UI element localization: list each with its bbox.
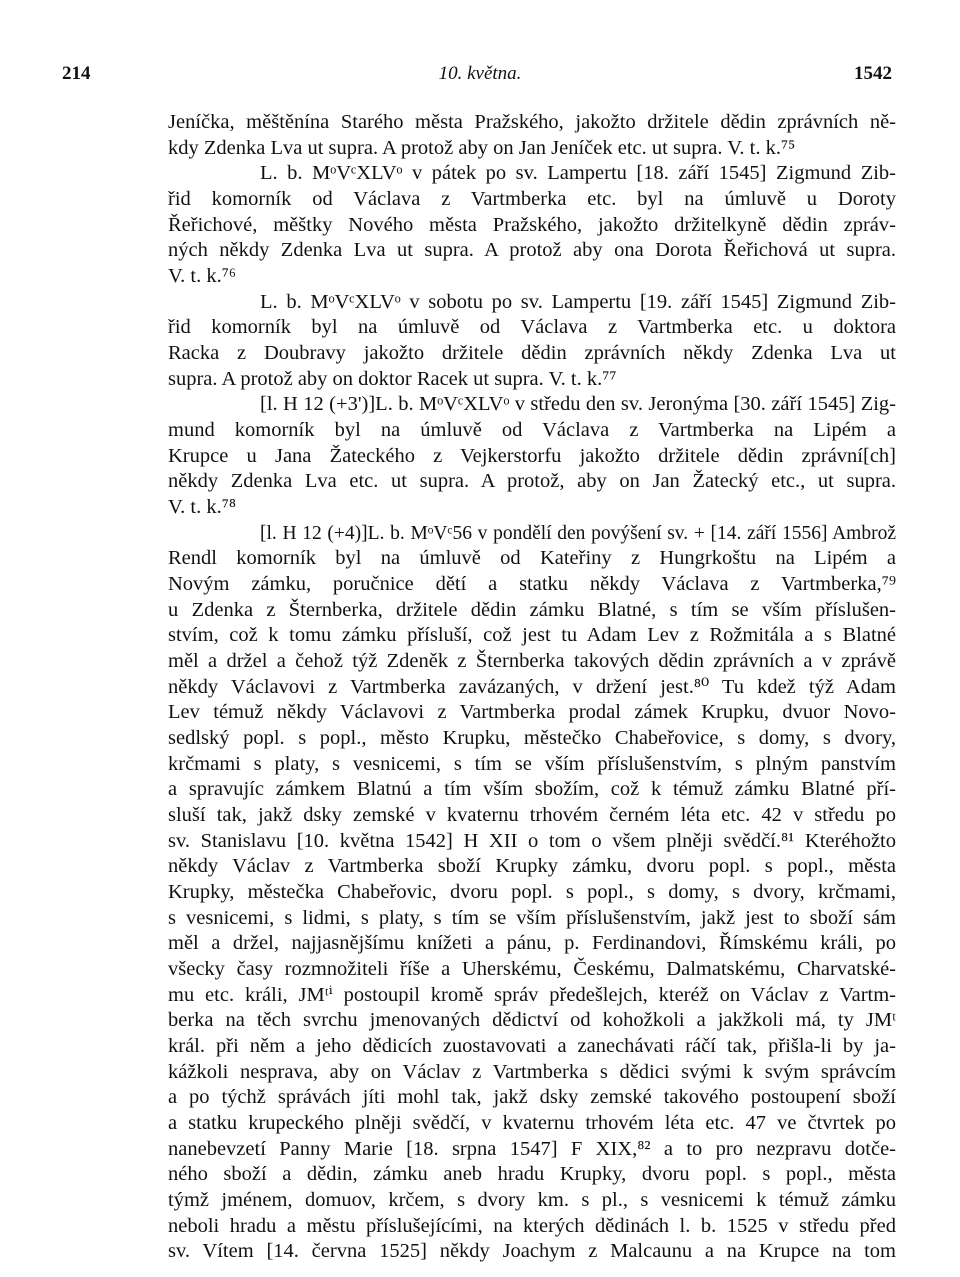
text-line: Racka z Doubravy jakožto držitele dědin zprávních někdy Zdenka Lva ut [168,342,896,364]
text-line: [l. H 12 (+4)]L. b. MᵒVᶜ56 v pondělí den povýšení sv. + [14. září 1556] Ambrož [260,522,896,544]
text-line: někdy Václavovi z Vartmberka zavázaných, v držení jest.⁸⁰ Tu kdež týž Adam [168,675,896,698]
text-line: Krupky, městečka Chabeřovic, dvoru popl. s popl., s domy, s dvory, krčmami, [168,881,896,903]
text-line: nanebevzetí Panny Marie [18. srpna 1547] F XIX,⁸² a to pro nezpravu dotče- [168,1137,896,1160]
text-line: berka na těch svrchu jmenovaných dědictví od kohožkoli a jakžkoli má, ty JMᵗ [168,1009,896,1032]
text-line: Krupce u Jana Žateckého z Vejkerstorfu jakožto držitele dědin zprávní[ch] [168,444,896,467]
text-line: sedlský popl. s popl., město Krupku, městečko Chabeřovice, s domy, s dvory, [168,727,896,749]
text-line: L. b. MᵒVᶜXLVᵒ v sobotu po sv. Lampertu [19. září 1545] Zigmund Zib- [260,290,896,313]
text-line: měl a držel, najjasnějšímu knížeti a pánu, p. Ferdinandovi, Římskému králi, po [168,932,896,955]
text-line: mu etc. králi, JMᵗⁱ postoupil kromě správ předešlejch, kteréž on Václav z Vartm- [168,983,896,1006]
text-line: a spravujíc zámkem Blatnú a tím vším sbožím, což k témuž zámku Blatné pří- [168,778,896,801]
text-line: s vesnicemi, s lidmi, s platy, s tím se vším příslušenstvím, jakž jest to sboží sám [168,906,896,929]
text-line: stvím, což k tomu zámku přísluší, což jest tu Adam Lev z Rožmitála a s Blatné [168,624,896,647]
text-line: někdy Zdenka Lva etc. ut supra. A protož, aby on Jan Žatecký etc., ut supra. [168,470,896,493]
text-line: Řeřichové, měštky Nového města Pražského, jakožto držitelkyně dědin zpráv- [168,213,896,236]
text-line: Rendl komorník byl na úmluvě od Kateřiny z Hungrkoštu na Lipém a [168,547,896,570]
text-line: král. při něm a jeho dědicích zuostavovati a zanechávati ráčí tak, přišla-li by ja- [168,1035,896,1057]
text-line: a statku krupeckého plněji svědčí, v kvaternu trhovém léta etc. 47 ve čtvrtek po [168,1112,896,1134]
text-line: V. t. k.⁷⁸ [168,496,237,518]
text-line: ných někdy Zdenka Lva ut supra. A protož aby ona Dorota Řeřichová ut supra. [168,239,896,262]
text-line: Lev témuž někdy Václavovi z Vartmberka prodal zámek Krupku, dvuor Novo- [168,701,896,724]
text-line: někdy Václav z Vartmberka sboží Krupky zámku, dvoru popl. s popl., města [168,855,896,878]
text-line: L. b. MᵒVᶜXLVᵒ v pátek po sv. Lampertu [18. září 1545] Zigmund Zib- [260,162,896,185]
text-line: měl a držel a čehož týž Zdeněk z Šternberka takových dědin zprávních a v zprávě [168,650,896,672]
text-line: supra. A protož aby on doktor Racek ut supra. V. t. k.⁷⁷ [168,367,617,390]
running-year: 1542 [854,63,892,84]
text-line: sv. Stanislavu [10. května 1542] H XII o tom o všem plněji svědčí.⁸¹ Kteréhožto [168,829,896,852]
text-line: týmž jménem, domuov, krčem, s dvory km. s pl., s vesnicemi k témuž zámku [168,1189,896,1211]
text-line: sv. Vítem [14. června 1525] někdy Joachym z Malcaunu a na Krupce na tom [168,1240,896,1263]
text-line: ného sboží a dědin, zámku aneb hradu Krupky, dvoru popl. s popl., města [168,1163,896,1186]
text-line: [l. H 12 (+3')]L. b. MᵒVᶜXLVᵒ v středu den sv. Jeronýma [30. září 1545] Zig- [260,393,896,416]
text-line: řid komorník od Václava z Vartmberka etc. byl na úmluvě u Doroty [168,188,896,210]
running-date: 10. května. [438,63,522,84]
text-line: mund komorník byl na úmluvě od Václava z Vartmberka na Lipém a [168,419,896,441]
text-line: Novým zámku, poručnice dětí a statku někdy Václava z Vartmberka,⁷⁹ [168,573,896,595]
text-line: V. t. k.⁷⁶ [168,265,237,287]
text-line: neboli hradu a městu příslušejícími, na kterých dědinách l. b. 1525 v středu před [168,1214,896,1237]
text-line: řid komorník byl na úmluvě od Václava z Vartmberka etc. u doktora [168,316,896,339]
text-line: Jeníčka, měštěnína Starého města Pražského, jakožto držitele dědin zprávních ně- [168,111,896,133]
text-line: a po týchž správách jíti mohl tak, jakž dsky zemské takového postoupení sboží [168,1086,896,1109]
text-line: u Zdenka z Šternberka, držitele dědin zámku Blatné, s tím se vším příslušen- [168,598,896,621]
text-line: krčmami s platy, s vesnicemi, s tím se vším příslušenstvím, s plným panstvím [168,752,896,775]
text-line: sluší tak, jakž dsky zemské v kvaternu trhovém černém léta etc. 42 v středu po [168,804,896,826]
text-line: kdy Zdenka Lva ut supra. A protož aby on Jan Jeníček etc. ut supra. V. t. k.⁷⁵ [168,136,796,159]
page-number: 214 [62,63,91,84]
text-line: všecky časy rozmnožiteli říše a Uherskému, Českému, Dalmatskému, Charvatské- [168,958,896,980]
text-line: kážkoli nesprava, aby on Václav z Vartmberka s dědici svými k svým správcím [168,1060,896,1083]
